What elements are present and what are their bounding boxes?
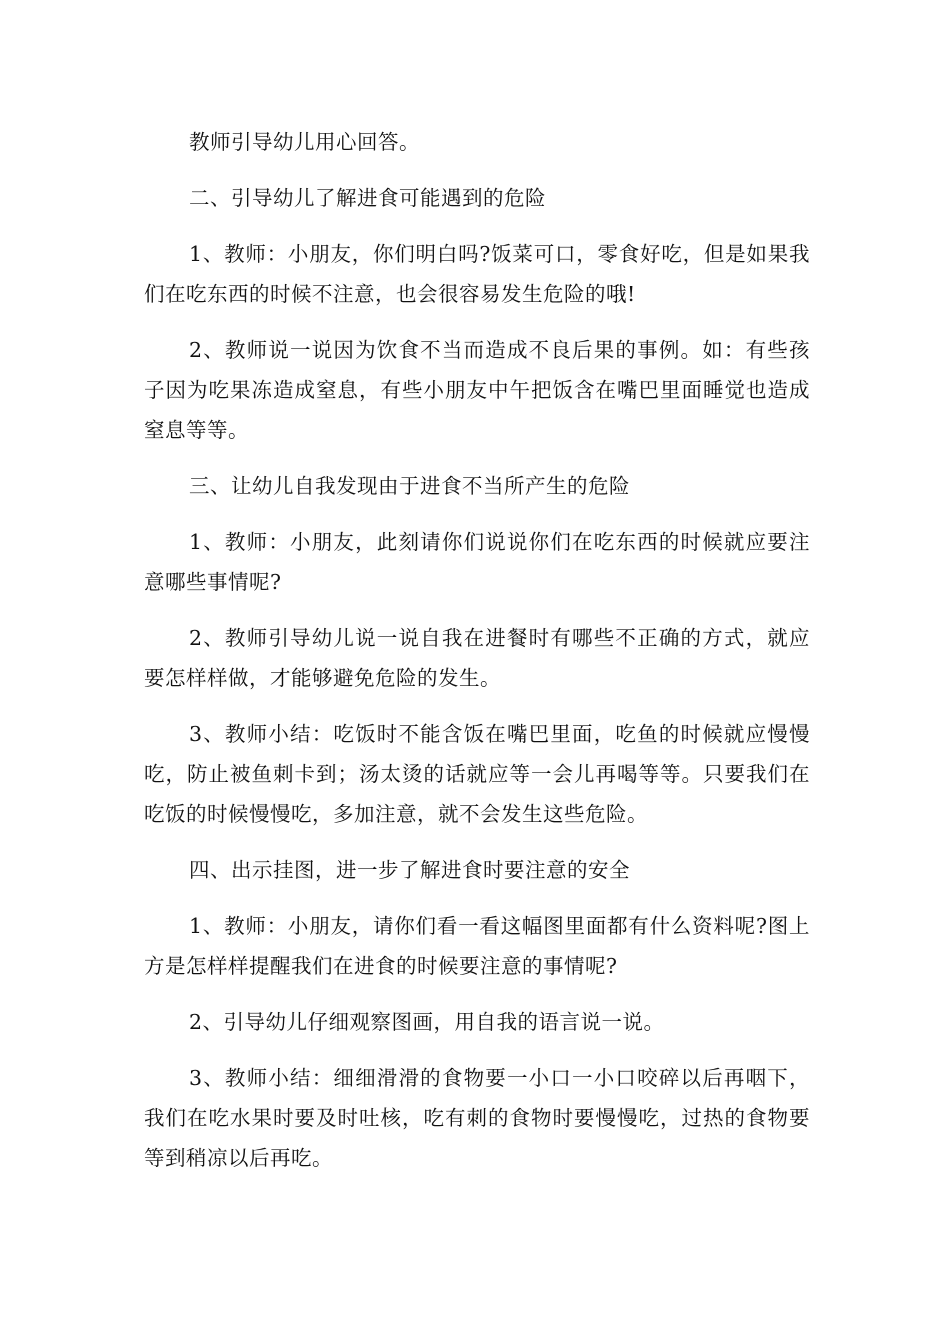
section-heading-2: 二、引导幼儿了解进食可能遇到的危险 bbox=[189, 186, 546, 210]
document-page bbox=[144, 122, 810, 1178]
paragraph-3-3: 3、教师小结：吃饭时不能含饭在嘴巴里面，吃鱼的时候就应慢慢吃，防止被鱼刺卡到；汤太烫的话就应等一会儿再喝等等。只要我们在吃饭的时候慢慢吃，多加注意，就不会发生这些危险。 bbox=[144, 722, 810, 826]
paragraph-intro-answer: 教师引导幼儿用心回答。 bbox=[189, 130, 420, 154]
paragraph-3-1: 1、教师：小朋友，此刻请你们说说你们在吃东西的时候就应要注意哪些事情呢? bbox=[144, 530, 810, 594]
paragraph-4-3: 3、教师小结：细细滑滑的食物要一小口一小口咬碎以后再咽下，我们在吃水果时要及时吐核，吃有刺的食物时要慢慢吃，过热的食物要等到稍凉以后再吃。 bbox=[144, 1066, 810, 1170]
section-heading-3: 三、让幼儿自我发现由于进食不当所产生的危险 bbox=[189, 474, 630, 498]
section-heading-4: 四、出示挂图，进一步了解进食时要注意的安全 bbox=[189, 858, 630, 882]
paragraph-2-2: 2、教师说一说因为饮食不当而造成不良后果的事例。如：有些孩子因为吃果冻造成窒息，有些小朋友中午把饭含在嘴巴里面睡觉也造成窒息等等。 bbox=[144, 338, 810, 442]
paragraph-2-1: 1、教师：小朋友，你们明白吗?饭菜可口，零食好吃，但是如果我们在吃东西的时候不注意，也会很容易发生危险的哦! bbox=[144, 242, 810, 306]
paragraph-4-1: 1、教师：小朋友，请你们看一看这幅图里面都有什么资料呢?图上方是怎样样提醒我们在进食的时候要注意的事情呢? bbox=[144, 914, 810, 978]
paragraph-3-2: 2、教师引导幼儿说一说自我在进餐时有哪些不正确的方式，就应要怎样样做，才能够避免危险的发生。 bbox=[144, 626, 810, 690]
paragraph-4-2: 2、引导幼儿仔细观察图画，用自我的语言说一说。 bbox=[189, 1010, 665, 1034]
